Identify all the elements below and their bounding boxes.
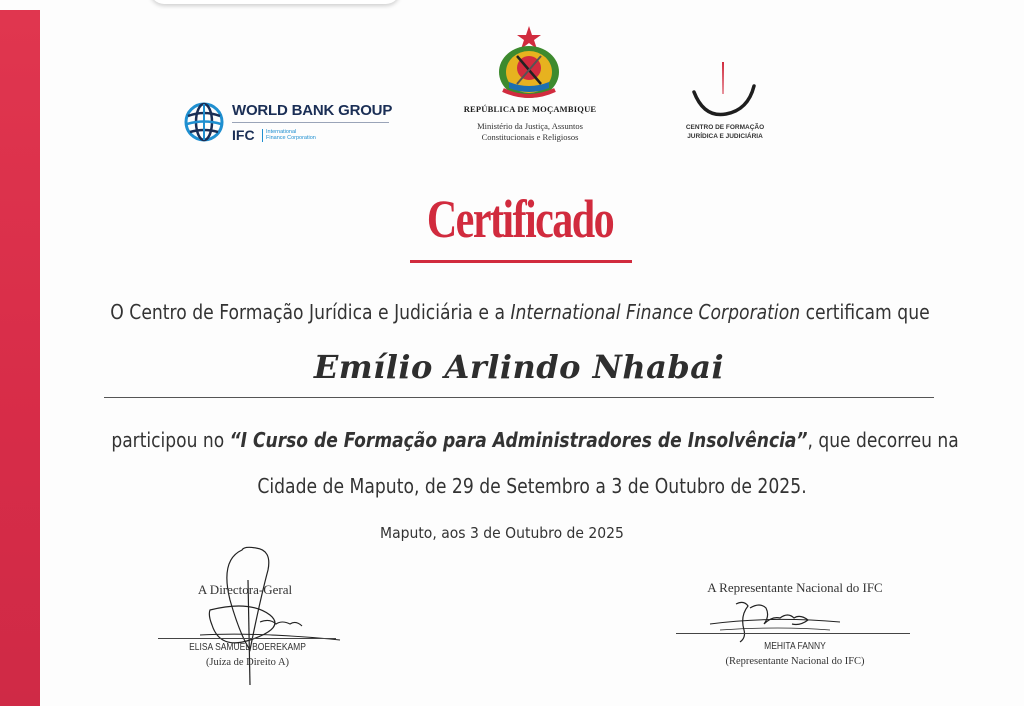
course-name: “I Curso de Formação para Administradores de Insolvência” (229, 428, 808, 452)
ifc-wordmark: IFC (232, 127, 255, 143)
mozambique-emblem-icon (491, 24, 567, 102)
issue-place-date: Maputo, aos 3 de Outubro de 2025 (380, 524, 624, 542)
ministry-name (445, 121, 615, 143)
cfjj-line2: JURÍDICA E JUDICIÁRIA (687, 133, 763, 140)
ifc-full-name-line1: International (266, 129, 297, 135)
ministry-line1: Ministério da Justiça, Assuntos (477, 121, 583, 131)
cfjj-name (655, 123, 795, 141)
course-prefix: participou no (111, 428, 230, 452)
ifc-full-name (266, 129, 326, 141)
course-statement (111, 428, 959, 452)
cfjj-line1: CENTRO DE FORMAÇÃO (685, 124, 765, 131)
ifc-full-name-line2: Finance Corporation (266, 135, 316, 141)
course-location-dates: Cidade de Maputo, de 29 de Setembro a 3 de Outubro de 2025. (257, 474, 807, 498)
logo-divider (232, 122, 389, 123)
ifc-representative-name: MEHITA FANNY (764, 641, 826, 652)
recipient-underline (104, 397, 934, 398)
world-bank-group-logo (184, 100, 394, 150)
paper-edge (150, 0, 400, 4)
certificate-title: Certificado (426, 189, 614, 249)
cfjj-logo-icon (690, 60, 760, 120)
director-name: ELISA SAMUEL BOEREKAMP (189, 642, 306, 653)
director-signature-line (158, 638, 336, 639)
ministry-line2: Constitucionais e Religiosos (481, 132, 579, 142)
ifc-separator (262, 129, 263, 142)
ifc-representative-title: (Representante Nacional do IFC) (725, 656, 865, 667)
statement-ifc-name: International Finance Corporation (510, 300, 801, 324)
ifc-representative-signature-line (676, 633, 910, 634)
recipient-name: Emílio Arlindo Nhabai (313, 348, 725, 386)
director-role: A Directora-Geral (197, 582, 293, 597)
world-bank-globe-icon (184, 102, 224, 142)
course-suffix: , que decorreu na (807, 428, 959, 452)
statement-suffix: certificam que (800, 300, 930, 324)
title-underline (410, 260, 632, 263)
ifc-representative-signature-icon (700, 596, 850, 646)
world-bank-group-title: WORLD BANK GROUP (232, 102, 393, 119)
ifc-representative-role: A Representante Nacional do IFC (707, 580, 883, 595)
certification-statement (107, 300, 933, 324)
statement-prefix: O Centro de Formação Jurídica e Judiciária e a (110, 300, 511, 324)
left-red-band (0, 10, 40, 706)
republic-title: REPÚBLICA DE MOÇAMBIQUE (463, 104, 597, 114)
director-title: (Juíza de Direito A) (205, 657, 290, 668)
